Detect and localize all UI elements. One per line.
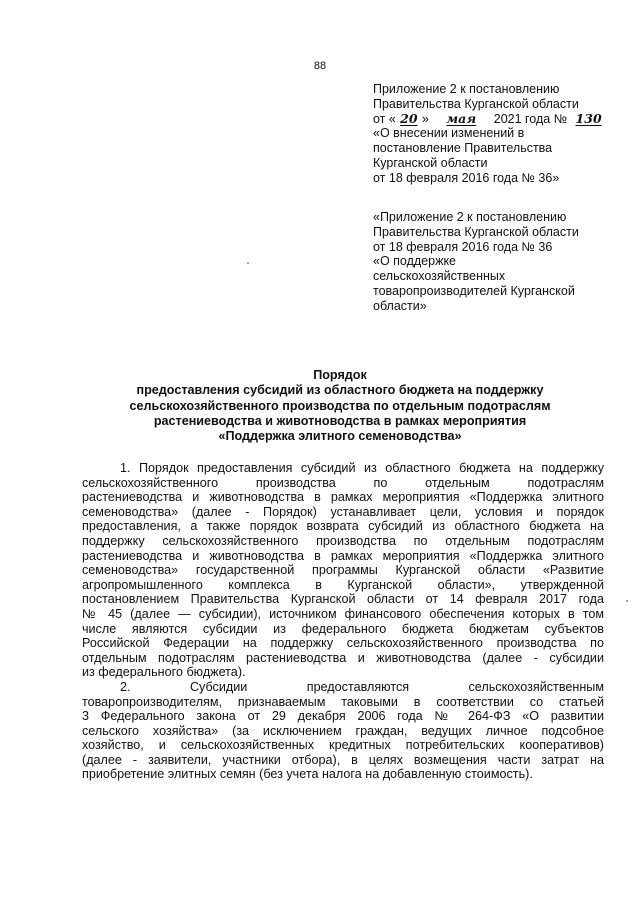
approval-line: от 18 февраля 2016 года № 36» bbox=[373, 170, 560, 185]
page-number: 88 bbox=[313, 60, 327, 72]
paragraph-line: семеноводства» (далее - Порядок) устанавливает цели, условия и порядок bbox=[82, 504, 604, 519]
approval-line: Правительства Курганской области bbox=[373, 224, 579, 239]
handwritten-month: мая bbox=[446, 110, 477, 126]
scan-speck bbox=[626, 600, 628, 602]
paragraph-line: товаропроизводителям, признаваемым таковыми в соответствии со статьей bbox=[82, 694, 604, 709]
paragraph-line: растениеводства и животноводства в рамках мероприятия «Поддержка элитного bbox=[82, 490, 604, 505]
date-prefix: от « bbox=[373, 111, 396, 126]
date-mid: » bbox=[421, 111, 433, 126]
approval-line: «Приложение 2 к постановлению bbox=[373, 210, 567, 224]
paragraph-line: поддержку сельскохозяйственного производства по отдельным подотраслям bbox=[82, 533, 604, 548]
paragraph-2 bbox=[82, 680, 604, 782]
paragraph-line: (далее - заявители, участники отбора), в целях возмещения части затрат на bbox=[82, 752, 604, 767]
title-line: «Поддержка элитного семеноводства» bbox=[218, 429, 462, 444]
paragraph-line: приобретение элитных семян (без учета налога на добавленную стоимость). bbox=[82, 767, 533, 782]
approval-line: от 18 февраля 2016 года № 36 bbox=[373, 239, 553, 254]
paragraph-line: семеноводства» государственной программы Курганской области «Развитие bbox=[82, 563, 604, 578]
paragraph-line: растениеводства и животноводства в рамках мероприятия «Поддержка элитного bbox=[82, 548, 604, 563]
approval-line: «О поддержке bbox=[373, 254, 457, 269]
paragraph-line: сельского хозяйства» (за исключением граждан, ведущих личное подсобное bbox=[82, 723, 604, 738]
paragraph-line: агропромышленного комплекса в Курганской области», утвержденной bbox=[82, 577, 604, 592]
title-line: Порядок bbox=[313, 368, 367, 382]
approval-line: «О внесении изменений в bbox=[373, 126, 525, 141]
title-line: сельскохозяйственного производства по отдельным подотраслям bbox=[129, 398, 551, 413]
paragraph-line: отдельным подотраслям растениеводства и животноводства (далее - субсидии bbox=[82, 650, 604, 665]
paragraph-line: 1. Порядок предоставления субсидий из областного бюджета на поддержку bbox=[120, 461, 604, 475]
paragraph-line: сельскохозяйственного производства по отдельным подотраслям bbox=[82, 475, 604, 490]
paragraph-line: из федерального бюджета). bbox=[82, 665, 246, 680]
approval-line: сельскохозяйственных bbox=[373, 269, 506, 284]
approval-line: Курганской области bbox=[373, 155, 488, 170]
handwritten-day: 20 bbox=[400, 110, 418, 126]
handwritten-number: 130 bbox=[575, 110, 602, 126]
title-line: предоставления субсидий из областного бюджета на поддержку bbox=[136, 383, 544, 398]
paragraph-line: Российской Федерации на поддержку сельскохозяйственного производства по bbox=[82, 636, 604, 651]
approval-line: области» bbox=[373, 298, 427, 313]
paragraph-line: 3 Федерального закона от 29 декабря 2006 года № 264-ФЗ «О развитии bbox=[82, 709, 604, 724]
document-body bbox=[82, 461, 604, 782]
document-title bbox=[90, 368, 590, 444]
paragraph-line: постановлением Правительства Курганской области от 14 февраля 2017 года bbox=[82, 592, 604, 607]
paragraph-line: числе являются субсидии из федерального бюджета бюджетам субъектов bbox=[82, 621, 604, 636]
scan-speck bbox=[247, 262, 249, 264]
approval-line: постановление Правительства bbox=[373, 141, 553, 156]
approval-stamp-original bbox=[373, 210, 623, 314]
paragraph-line: № 45 (далее — субсидии), источником финансового обеспечения которых в том bbox=[82, 606, 604, 621]
approval-line: Приложение 2 к постановлению bbox=[373, 82, 560, 96]
approval-date-line bbox=[373, 112, 623, 127]
title-line: растениеводства и животноводства в рамках мероприятия bbox=[153, 413, 527, 428]
paragraph-line: предоставления, а также порядок возврата субсидий из областного бюджета на bbox=[82, 519, 604, 534]
paragraph-line: хозяйство, и сельскохозяйственных кредитных потребительских кооперативов) bbox=[82, 738, 604, 753]
date-year: 2021 года № bbox=[490, 111, 571, 126]
approval-line: Правительства Курганской области bbox=[373, 96, 579, 111]
approval-line: товаропроизводителей Курганской bbox=[373, 283, 575, 298]
approval-stamp-current bbox=[373, 82, 623, 186]
paragraph-line: 2. Субсидии предоставляются сельскохозяйственным bbox=[120, 679, 604, 694]
paragraph-1 bbox=[82, 461, 604, 680]
